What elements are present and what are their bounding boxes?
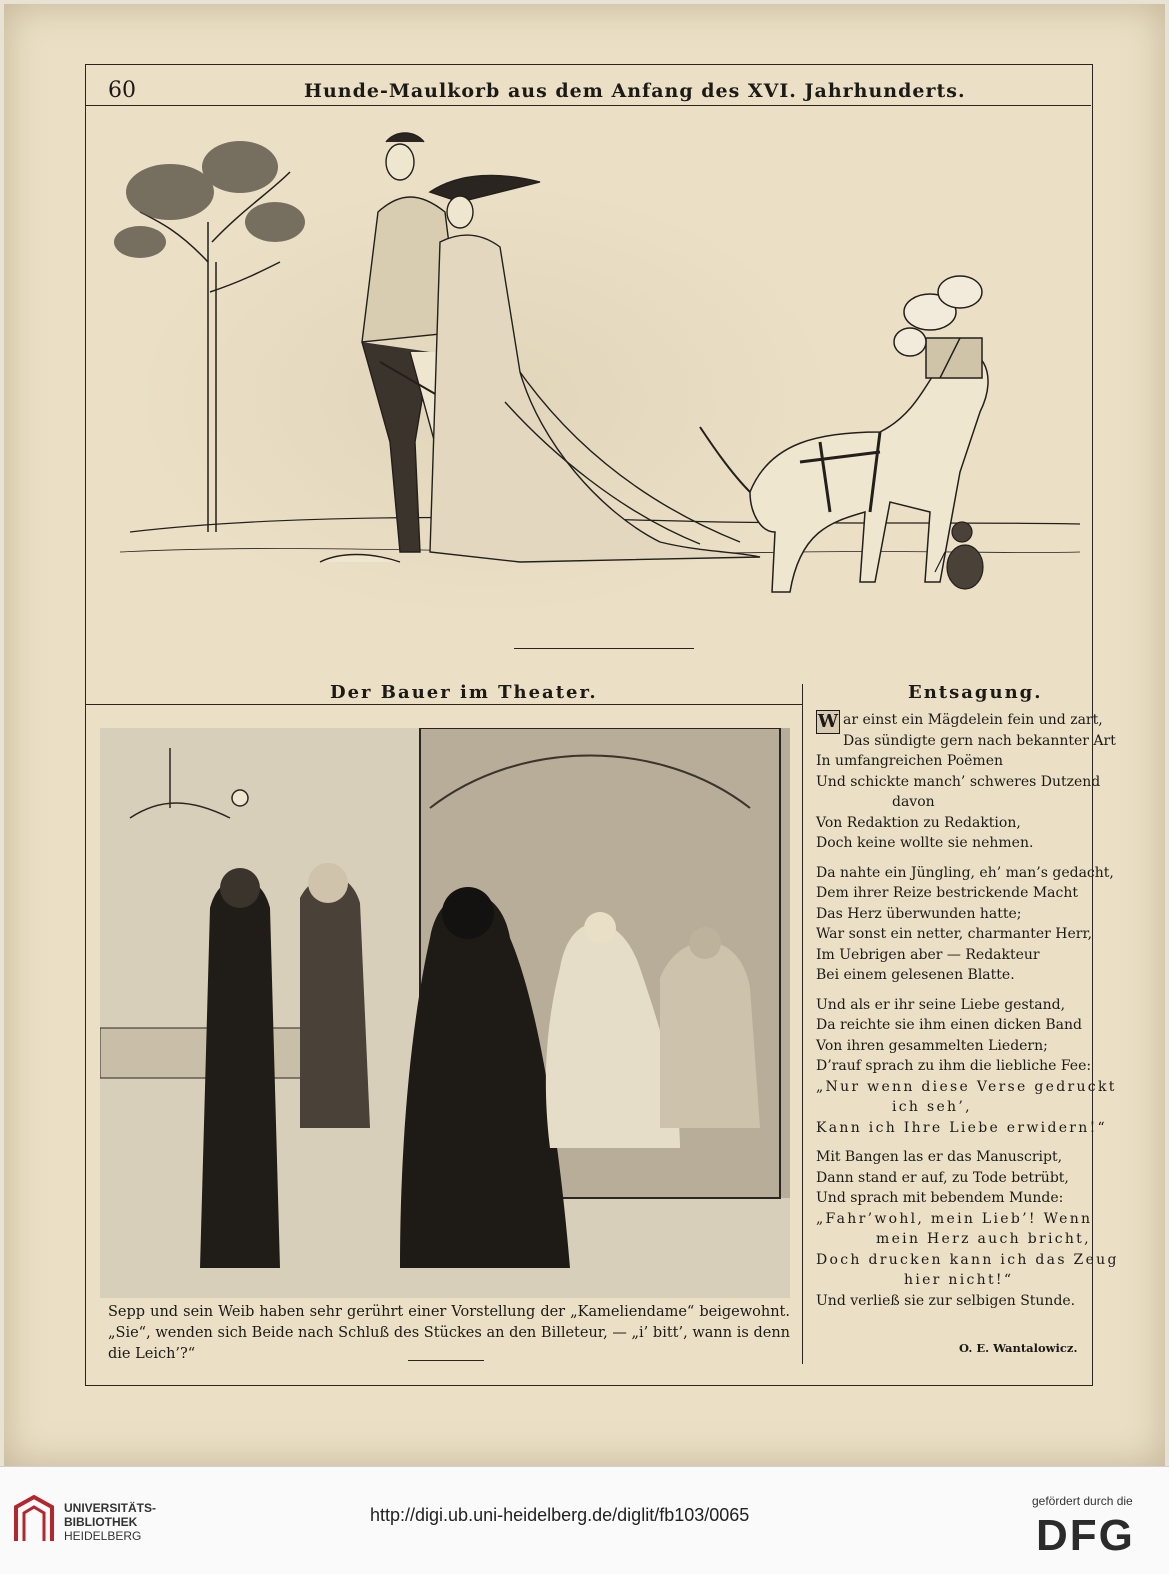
poem-line: Doch drucken kann ich das Zeug (816, 1251, 1119, 1268)
library-logo-icon[interactable] (12, 1493, 56, 1545)
permalink[interactable]: http://digi.ub.uni-heidelberg.de/diglit/fb103/0065 (370, 1505, 750, 1525)
lady-figure (430, 175, 760, 562)
poem-line: Und verließ sie zur selbigen Stunde. (816, 1292, 1076, 1309)
library-name-line: BIBLIOTHEK (64, 1515, 138, 1529)
poem-line: Das Herz überwunden hatte; (816, 905, 1022, 922)
library-name[interactable] (64, 1501, 156, 1543)
page-title: Hunde-Maulkorb aus dem Anfang des XVI. Jahrhunderts. (304, 80, 966, 102)
poem-line: Dem ihrer Reize bestrickende Macht (816, 885, 1078, 901)
poem-title: Entsagung. (908, 682, 1043, 703)
poem-line: Und schickte manch’ schweres Dutzend (816, 773, 1101, 790)
poem-line: Mit Bangen las er das Manuscript, (816, 1149, 1063, 1165)
poem-line: In umfangreichen Poëmen (816, 753, 1004, 769)
stanza (816, 863, 1114, 986)
caption-end-rule (408, 1360, 484, 1361)
poem-line: Das sündigte gern nach bekannter Art (843, 732, 1116, 749)
viewer-footer (0, 1466, 1169, 1574)
separator-rule (514, 648, 694, 649)
tree-foliage (114, 141, 305, 258)
page-number: 60 (108, 78, 136, 103)
poem-line: ich seh’, (892, 1099, 972, 1115)
dropcap: W (817, 711, 839, 732)
poem-line: Und als er ihr seine Liebe gestand, (816, 996, 1066, 1013)
poem-line: Doch keine wollte sie nehmen. (816, 835, 1034, 851)
poem-line: ar einst ein Mägdelein fein und zart, (843, 712, 1103, 728)
poem-line: Von Redaktion zu Redaktion, (816, 814, 1021, 831)
poem-line: D’rauf sprach zu ihm die liebliche Fee: (816, 1058, 1092, 1074)
stanza (816, 710, 1116, 854)
poem-line: mein Herz auch bricht, (876, 1231, 1091, 1247)
poem-line: „Nur wenn diese Verse gedruckt (816, 1078, 1117, 1095)
theater-caption: Sepp und sein Weib haben sehr gerührt einer Vorstellung der „Kameliendame“ beigewohnt. „Sie“, wenden sich Beide nach Schluß des Stückes an den Billeteur, — „i’ bitt’, wann is denn die Leich’?“ (108, 1304, 790, 1362)
stanza (816, 1147, 1119, 1311)
header-rule (85, 105, 1091, 106)
page-scan (4, 4, 1165, 1466)
poem-line: Von ihren gesammelten Liedern; (816, 1037, 1048, 1054)
poem-line: Da nahte ein Jüngling, eh’ man’s gedacht, (816, 864, 1114, 881)
library-name-line: UNIVERSITÄTS- (64, 1501, 157, 1515)
stanza (816, 995, 1117, 1139)
theater-title-rule (85, 704, 802, 705)
poem-line: davon (892, 794, 935, 810)
muzzle-illustration (100, 112, 1088, 622)
poem-line: Kann ich Ihre Liebe erwidern!“ (816, 1119, 1107, 1136)
dfg-logo[interactable]: DFG (1036, 1511, 1135, 1560)
poem-author: O. E. Wantalowicz. (959, 1341, 1078, 1355)
library-name-line: HEIDELBERG (64, 1529, 142, 1543)
theater-title: Der Bauer im Theater. (330, 682, 598, 703)
column-divider (802, 684, 803, 1364)
poem-line: Bei einem gelesenen Blatte. (816, 967, 1015, 983)
muzzled-dog (700, 276, 988, 592)
poem-line: „Fahr’wohl, mein Lieb’! Wenn (816, 1210, 1093, 1227)
poem-line: Und sprach mit bebendem Munde: (816, 1190, 1064, 1206)
poem-line: hier nicht!“ (904, 1272, 1014, 1288)
poem-line: Da reichte sie ihm einen dicken Band (816, 1017, 1082, 1033)
poem-line: War sonst ein netter, charmanter Herr, (816, 926, 1093, 942)
funder-text: gefördert durch die (1032, 1494, 1133, 1508)
poem-line: Im Uebrigen aber — Redakteur (816, 946, 1040, 963)
theater-illustration (100, 728, 790, 1298)
poem-body (816, 710, 1119, 1320)
poem-line: Dann stand er auf, zu Tode betrübt, (816, 1169, 1069, 1186)
